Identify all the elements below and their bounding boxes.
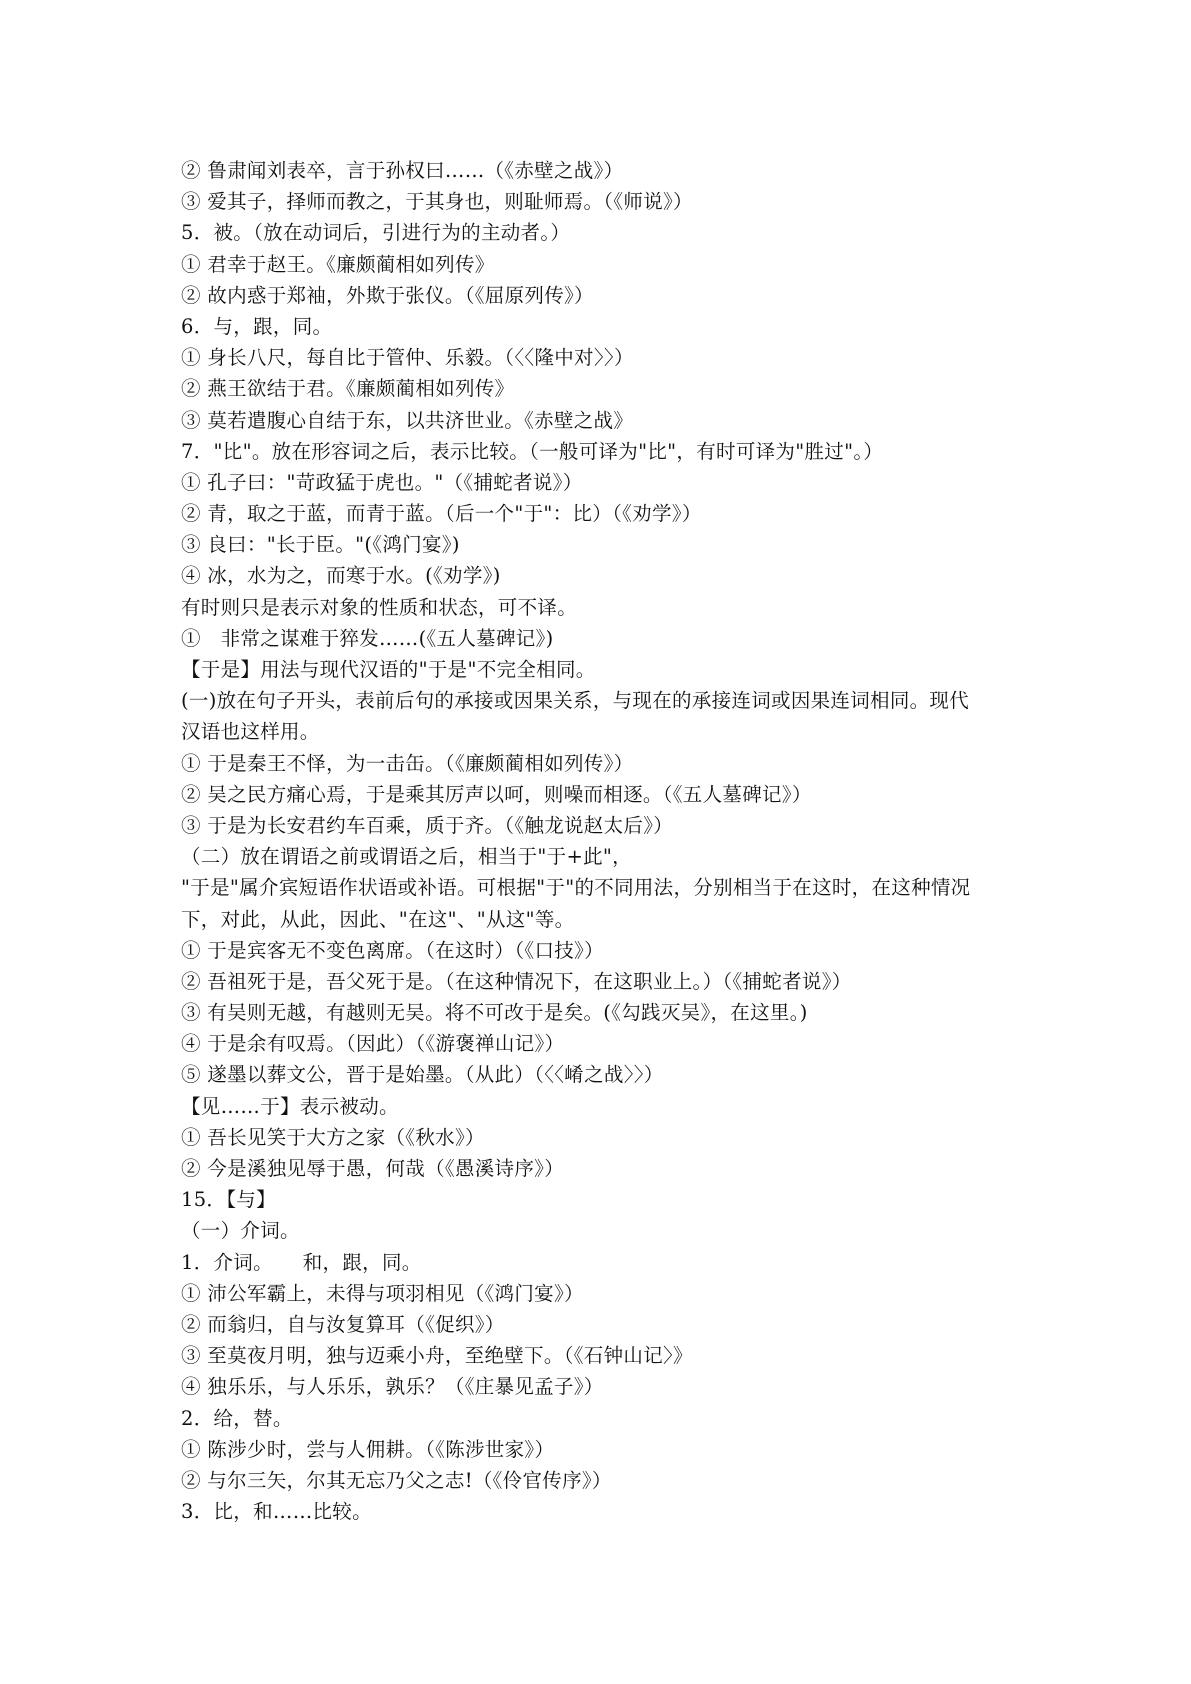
section-heading: 2．给，替。 [181, 1406, 293, 1430]
text-line: ① 沛公军霸上，未得与项羽相见（《鸿门宴》） [181, 1281, 584, 1305]
section-heading: 5．被。（放在动词后，引进行为的主动者。） [181, 221, 571, 245]
text-line: ① 于是宾客无不变色离席。（在这时）（《口技》） [181, 938, 604, 962]
text-line: ② 鲁肃闻刘表卒，言于孙权曰……（《赤壁之战》） [181, 159, 624, 182]
document-body [181, 155, 1021, 1527]
text-line: ① 陈涉少时，尝与人佣耕。（《陈涉世家》） [181, 1437, 555, 1461]
text-line: ① 孔子曰："苛政猛于虎也。"（《捕蛇者说》） [181, 470, 583, 494]
text-line: ② 青，取之于蓝，而青于蓝。（后一个"于"：比）（《劝学》） [181, 502, 702, 526]
text-line: ② 吾祖死于是，吾父死于是。（在这种情况下，在这职业上。）（《捕蛇者说》） [181, 969, 852, 993]
text-line: ① 君幸于赵王。《廉颇蔺相如列传》 [181, 252, 495, 276]
text-line: ② 与尔三矢，尔其无忘乃父之志!（《伶官传序》） [181, 1468, 612, 1492]
text-line: ③ 爱其子，择师而教之，于其身也，则耻师焉。（《师说》） [181, 190, 693, 214]
text-line: 下，对此，从此，因此、"在这"、"从这"等。 [181, 907, 575, 931]
text-line: ① 身长八尺，每自比于管仲、乐毅。（〈〈隆中对〉〉） [181, 346, 634, 370]
section-heading: 【于是】用法与现代汉语的"于是"不完全相同。 [181, 658, 596, 681]
text-line: ④ 于是余有叹焉。（因此）（《游褒禅山记》） [181, 1032, 565, 1056]
text-line: ① 于是秦王不怿，为一击缶。（《廉颇蔺相如列传》） [181, 751, 634, 775]
text-line: "于是"属介宾短语作状语或补语。可根据"于"的不同用法，分别相当于在这时，在这种情况 [181, 876, 971, 900]
section-heading: （一）介词。 [181, 1219, 300, 1243]
text-line: ③ 于是为长安君约车百乘，质于齐。（《触龙说赵太后》） [181, 813, 674, 837]
text-line: ④ 冰，水为之，而寒于水。(《劝学》) [181, 564, 501, 588]
text-line: ① 吾长见笑于大方之家（《秋水》） [181, 1125, 485, 1149]
text-line: ② 燕王欲结于君。《廉颇蔺相如列传》 [181, 377, 515, 401]
text-line: (一)放在句子开头，表前后句的承接或因果关系，与现在的承接连词或因果连词相同。现代 [181, 689, 970, 713]
text-line: ④ 独乐乐，与人乐乐，孰乐？（《庄暴见孟子》） [181, 1375, 604, 1399]
text-line: ① 非常之谋难于猝发……(《五人墓碑记》) [181, 626, 554, 650]
text-line: ③ 有吴则无越，有越则无吴。将不可改于是矣。(《勾践灭吴》，在这里。) [181, 1001, 808, 1025]
text-line: 汉语也这样用。 [181, 720, 320, 744]
text-line: ② 而翁归，自与汝复算耳（《促织》） [181, 1312, 505, 1336]
text-line: 有时则只是表示对象的性质和状态，可不译。 [181, 595, 578, 619]
text-line: ② 吴之民方痛心焉，于是乘其厉声以呵，则噪而相逐。（《五人墓碑记》） [181, 782, 812, 806]
text-line: （二）放在谓语之前或谓语之后，相当于"于+此"， [181, 845, 632, 869]
section-heading: 3．比，和……比较。 [181, 1500, 372, 1524]
section-heading: 7．"比"。放在形容词之后，表示比较。（一般可译为"比"，有时可译为"胜过"。） [181, 439, 884, 463]
text-line: ③ 至莫夜月明，独与迈乘小舟，至绝壁下。（《石钟山记〉》 [181, 1344, 693, 1368]
text-line: ② 故内惑于郑袖，外欺于张仪。（《屈原列传》） [181, 283, 594, 307]
section-heading: 【见……于】表示被动。 [181, 1094, 399, 1118]
section-heading: 6．与，跟，同。 [181, 314, 333, 338]
section-heading: 1．介词。 和，跟，同。 [181, 1250, 422, 1274]
text-line: ③ 莫若遣腹心自结于东，以共济世业。《赤壁之战》 [181, 408, 634, 432]
text-line: ③ 良曰："长于臣。"(《鸿门宴》) [181, 533, 460, 557]
text-line: ⑤ 遂墨以葬文公，晋于是始墨。（从此）（〈〈崤之战〉〉） [181, 1063, 664, 1087]
text-line: ② 今是溪独见辱于愚，何哉（《愚溪诗序》） [181, 1157, 564, 1180]
section-heading: 15．【与】 [181, 1188, 276, 1212]
